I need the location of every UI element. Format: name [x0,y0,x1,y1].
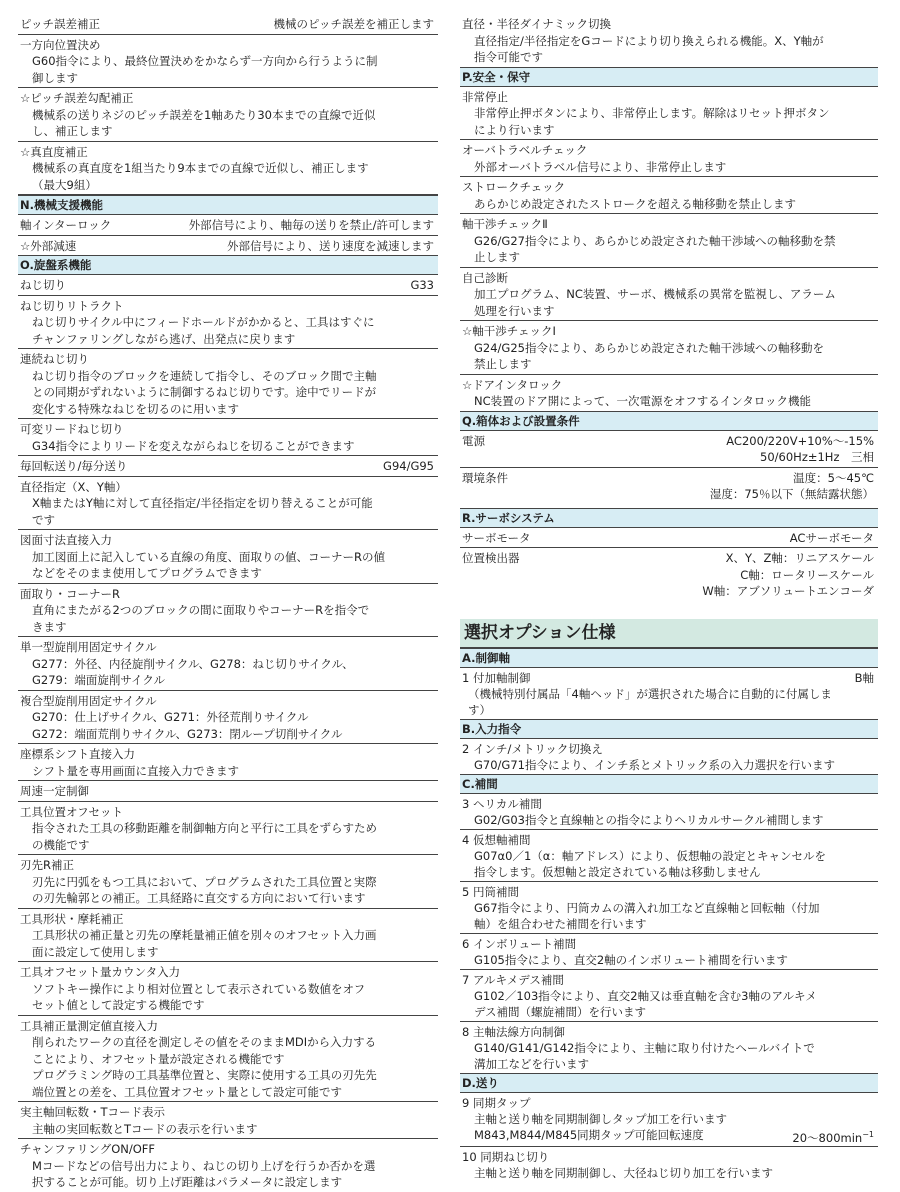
spec-item-thread-retract: ねじ切りリトラクト ねじ切りサイクル中にフィードホールドがかかると、工具はすぐに チャンファリングしながら逃げ、出発点に戻ります [18,296,438,350]
section-header-o: O.旋盤系機能 [18,255,438,275]
section-header-q: Q.箱体および設置条件 [460,411,878,431]
spec-item-overtravel: オーバトラベルチェック 外部オーバトラベル信号により、非常停止します [460,140,878,177]
spec-item-environment: 環境条件 温度：5～45℃ 湿度：75％以下（無結露状態） [462,470,874,501]
spec-item-chamfering: チャンファリングON/OFF Mコードなどの信号出力により、ねじの切り上げを行うか否かを選 択することが可能。切り上げ距離はパラメータに設定します [20,1142,376,1189]
section-header-r: R.サーボシステム [460,508,878,528]
spec-item-wear: 工具形状・摩耗補正 工具形状の補正量と刃先の摩耗量補正値を別々のオフセット入力画 面に設定して使用します [18,909,438,963]
option-item-1: 1 付加軸制御 B軸 （機械特別付属品「4軸ヘッド」が選択された場合に自動的に付属しま す） [462,670,874,717]
spec-item-servo-motor: サーボモータ ACサーボモータ [460,528,878,549]
spec-item-dia-dynamic: 直径・半径ダイナミック切換 直径指定/半径指定をGコードにより切り換えられる機能。X、Y軸が 指令可能です [462,17,824,64]
spec-item-nose-r: 刃先R補正 刃先に円弧をもつ工具において、プログラムされた工具位置と実際 の刃先輪郭との補正。工具経路に直交する方向において行います [18,855,438,909]
spec-item-pitch: ピッチ誤差補正 機械のピッチ誤差を補正します [18,14,438,35]
spec-item-feed-per-rev: 毎回転送り/毎分送り G94/G95 [18,456,438,477]
spec-item-position-detector: 位置検出器 X、Y、Z軸：リニアスケール C軸：ロータリースケール W軸：アブソリュートエンコーダ [462,551,874,598]
spec-item-coord-shift: 座標系シフト直接入力 シフト量を専用画面に直接入力できます [18,744,438,781]
spec-item-tool-offset: 工具位置オフセット 指令された工具の移動距離を制御軸方向と平行に工具をずらすため の機能です [18,802,438,856]
option-item-2: 2 インチ/メトリック切換え G70/G71指令により、インチ系とメトリック系の入力選択を行います [462,741,836,772]
spec-item-multi-cycle: 複合型旋削用固定サイクル G270：仕上げサイクル、G271：外径荒削りサイクル G272：端面荒削りサイクル、G273：閉ループ切削サイクル [18,691,438,745]
option-item-9: 9 同期タップ 主軸と送り軸を同期制御しタップ加工を行います M843,M844/M845同期タップ可能回転速度 $20\sim 800\min^{-1}$ [460,1093,878,1148]
section-header-p: P.安全・保守 [460,67,878,87]
left-column [18,14,438,1192]
spec-item-spindle-display: 実主軸回転数・Tコード表示 主軸の実回転数とTコードの表示を行います [18,1102,438,1139]
section-header-n: N.機械支援機能 [18,195,438,215]
option-item-4: 4 仮想軸補間 G07α0／1（α：軸アドレス）により、仮想軸の設定とキャンセルを 指令します。仮想軸と設定されている軸は移動しません [460,830,878,882]
spec-item-chamfer-corner: 面取り・コーナーR 直角にまたがる2つのブロックの間に面取りやコーナーRを指令で きます [18,584,438,638]
spec-item-self-diagnosis: 自己診断 加工プログラム、NC装置、サーボ、機械系の異常を監視し、アラーム 処理を行います [460,268,878,322]
spec-item-measure-input: 工具補正量測定値直接入力 削られたワークの直径を測定しその値をそのままMDIから入力する ことにより、オフセット量が設定される機能です プログラミング時の工具基準位置と、実際に使用する工具の刃先先 端位置との差を、工具位置オフセット量として設定可能です [18,1016,438,1103]
spec-item-one-direction: 一方向位置決め G60指令により、最終位置決めをかならず一方向から行うように制 御します [18,35,438,89]
spec-item-diameter-spec: 直径指定（X、Y軸） X軸またはY軸に対して直径指定/半径指定を切り替えることが可能 です [18,477,438,531]
spec-item-continuous-thread: 連続ねじ切り ねじ切り指令のブロックを連続して指令し、そのブロック間で主軸 との同期がずれないように制御するねじ切りです。途中でリードが 変化する特殊なねじを切るのに用います [18,349,438,419]
spec-item-pitch-gradient: ☆ピッチ誤差勾配補正 機械系の送りネジのピッチ誤差を1軸あたり30本までの直線で近似 し、補正します [18,88,438,142]
spec-item-door-interlock: ☆ドアインタロック NC装置のドア開によって、一次電源をオフするインタロック機能 [462,377,812,408]
spec-item-external-decel: ☆外部減速 外部信号により、送り速度を減速します [20,238,434,253]
spec-item-constant-speed: 周速一定制御 [18,781,438,802]
option-item-7: 7 アルキメデス補間 G102／103指令により、直交2軸又は垂直軸を含む3軸のアルキメ デス補間（螺旋補間）を行います [460,970,878,1022]
section-header-d: D.送り [460,1073,878,1093]
section-header-c: C.補間 [460,774,878,794]
option-item-6: 6 インボリュート補間 G105指令により、直交2軸のインボリュート補間を行います [460,934,878,970]
section-header-a: A.制御軸 [460,649,878,668]
spec-item-emergency-stop: 非常停止 非常停止押ボタンにより、非常停止します。解除はリセット押ボタン により行います [460,87,878,141]
spec-item-single-cycle: 単一型旋削用固定サイクル G277：外径、内径旋削サイクル、G278：ねじ切りサイクル、 G279：端面旋削サイクル [18,637,438,691]
spec-item-power: 電源 AC200/220V+10%～-15% 50/60Hz±1Hz 三相 [460,431,878,468]
spec-item-straightness: ☆真直度補正 機械系の真直度を1組当たり9本までの直線で近似し、補正します （最大9組） [18,142,438,196]
option-item-5: 5 円筒補間 G67指令により、円筒カムの溝入れ加工など直線軸と回転軸（付加 軸）を組合わせた補間を行います [460,882,878,934]
spec-item-interlock: 軸インターロック 外部信号により、軸毎の送りを禁止/許可します [18,215,438,236]
spec-item-variable-lead: 可変リードねじ切り G34指令によりリードを変えながらねじを切ることができます [18,419,438,456]
option-item-3: 3 ヘリカル補間 G02/G03指令と直線軸との指令によりヘリカルサークル補間します [460,794,878,830]
option-item-8: 8 主軸法線方向制御 G140/G141/G142指令により、主軸に取り付けたヘールバイトで 溝加工などを行います [462,1024,815,1071]
section-header-b: B.入力指令 [460,719,878,739]
options-title: 選択オプション仕様 [460,619,878,649]
spec-item-stroke-check: ストロークチェック あらかじめ設定されたストロークを超える軸移動を禁止します [460,177,878,214]
spec-item-counter-input: 工具オフセット量カウンタ入力 ソフトキー操作により相対位置として表示されている数値をオフ セット値として設定する機能です [18,962,438,1016]
spec-item-drawing-input: 図面寸法直接入力 加工図面上に記入している直線の角度、面取りの値、コーナーRの値 などをそのまま使用してプログラムできます [18,530,438,584]
spec-item-interference-1: ☆軸干渉チェックⅠ G24/G25指令により、あらかじめ設定された軸干渉域への軸移動を 禁止します [460,321,878,375]
option-item-10: 10 同期ねじ切り 主軸と送り軸を同期制御し、大径ねじ切り加工を行います [462,1150,773,1181]
spec-item-thread: ねじ切り G33 [18,275,438,296]
right-column [460,14,878,1182]
spec-item-interference-2: 軸干渉チェックⅡ G26/G27指令により、あらかじめ設定された軸干渉域への軸移動を禁 止します [460,214,878,268]
